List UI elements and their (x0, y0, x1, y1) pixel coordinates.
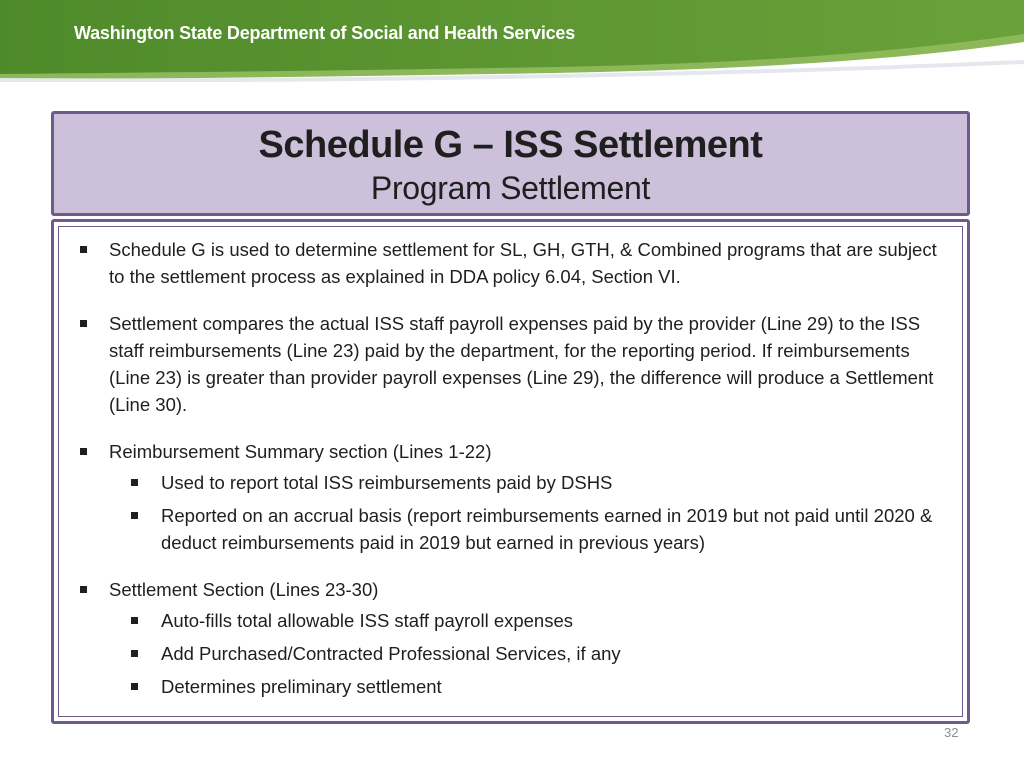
square-bullet-icon (131, 650, 138, 657)
bullet-text: Settlement compares the actual ISS staff payroll expenses paid by the provider (Line 29) to the ISS staff reimbursements (Line 23) paid by the department, for the reporting period. If reimbursements (Line 23) is greater than provider payroll expenses (Line 29), the difference will produce a Settlement (Line 30). (109, 313, 934, 415)
slide-title: Schedule G – ISS Settlement (258, 124, 763, 166)
bullet-text: Schedule G is used to determine settlement for SL, GH, GTH, & Combined programs that are subject to the settlement process as explained in DDA policy 6.04, Section VI. (109, 239, 937, 287)
sub-bullet-text: Reported on an accrual basis (report reimbursements earned in 2019 but not paid until 2020 & deduct reimbursements paid in 2019 but earned in previous years) (161, 505, 933, 553)
bullet-text: Settlement Section (Lines 23-30) (109, 579, 379, 600)
slide-subtitle: Program Settlement (370, 170, 651, 206)
square-bullet-icon (131, 683, 138, 690)
sub-bullet-text: Used to report total ISS reimbursements paid by DSHS (161, 472, 613, 493)
sub-bullet-item (109, 469, 946, 496)
sub-bullet-list (109, 469, 946, 556)
square-bullet-icon (131, 617, 138, 624)
bullet-item (76, 438, 946, 556)
bullet-item (76, 236, 946, 290)
bullet-text: Reimbursement Summary section (Lines 1-22) (109, 441, 492, 462)
square-bullet-icon (80, 448, 87, 455)
header-band (0, 0, 1024, 82)
square-bullet-icon (131, 512, 138, 519)
slide-title-box (51, 111, 970, 216)
sub-bullet-text: Determines preliminary settlement (161, 676, 442, 697)
bullet-list (76, 236, 946, 720)
organization-name: Washington State Department of Social and Health Services (74, 23, 576, 43)
page-number: 32 (944, 725, 959, 740)
bullet-item (76, 310, 946, 418)
sub-bullet-item (109, 502, 946, 556)
sub-bullet-item (109, 673, 946, 700)
sub-bullet-text: Add Purchased/Contracted Professional Services, if any (161, 643, 621, 664)
square-bullet-icon (80, 246, 87, 253)
sub-bullet-text: Auto-fills total allowable ISS staff payroll expenses (161, 610, 574, 631)
sub-bullet-list (109, 607, 946, 700)
square-bullet-icon (131, 479, 138, 486)
square-bullet-icon (80, 320, 87, 327)
square-bullet-icon (80, 586, 87, 593)
sub-bullet-item (109, 607, 946, 634)
bullet-item (76, 576, 946, 700)
sub-bullet-item (109, 640, 946, 667)
content-box (51, 219, 970, 724)
